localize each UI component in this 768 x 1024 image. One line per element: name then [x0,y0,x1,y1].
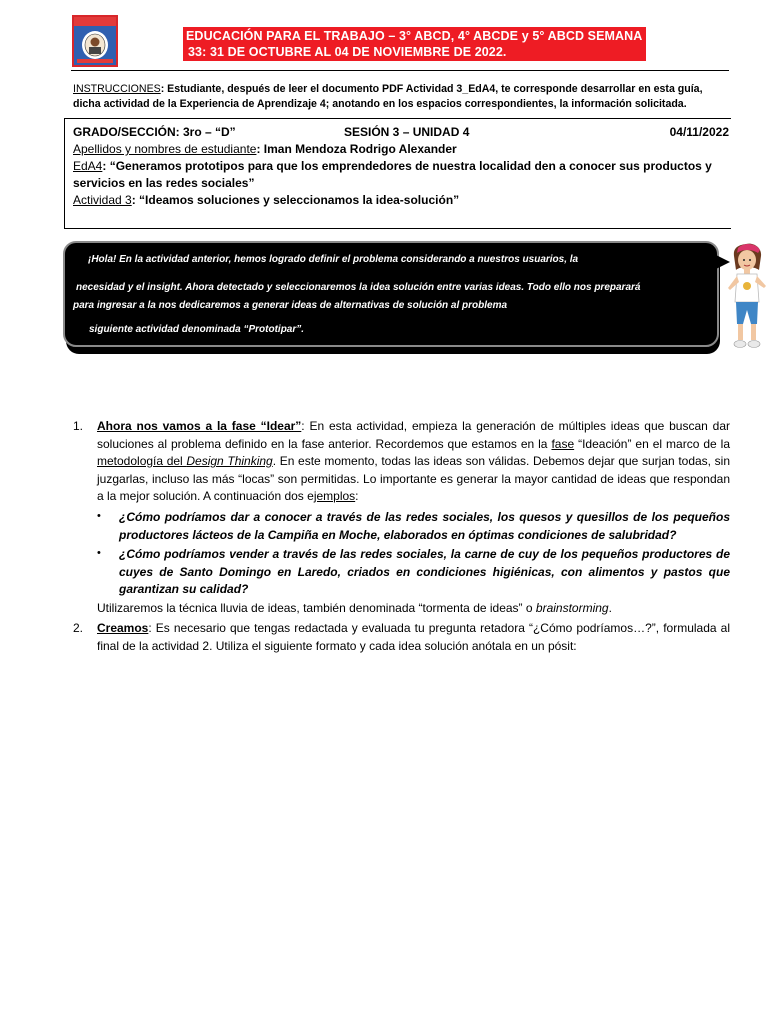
bubble-line-2: necesidad y el insight. Ahora detectado y seleccionaremos la idea solución entre varias ideas. Todo ello nos preparará [76,282,641,293]
item-1-ejemplos: jemplos [313,489,356,503]
eda-text: : “Generamos prototipos para que los emprendedores de nuestra localidad den a conocer sus productos y servicios en las redes sociales” [73,159,712,190]
student-label: Apellidos y nombres de estudiante [73,142,257,156]
item-1-metodologia-text: metodología del [97,454,187,468]
item-1-text-b: “Ideación” en el marco de la [574,436,730,451]
item-1-number: 1. [73,419,84,433]
girl-character-icon [724,240,768,352]
item-2-heading: Creamos [97,621,149,635]
student-row [73,141,729,158]
eda-label: EdA4 [73,159,103,173]
item-1-text-a: : En esta actividad, empieza la generación de múltiples ideas que buscan dar soluciones al problema definido en la fase anterior. Recordemos que estamos en la [97,419,730,451]
bubble-line-4: siguiente actividad denominada “Prototipar”. [89,324,305,335]
item-1-text-d: : [355,489,359,503]
bubble-line-3: para ingresar a la nos dedicaremos a generar ideas de alternativas de solución al problema [73,300,508,311]
item-2-paragraph [97,620,730,655]
example-bullet-2: ¿Cómo podríamos vender a través de las redes sociales, la carne de cuy de los pequeños productores de cuyes de Santo Domingo en Laredo, criados en condiciones higiénicas, con alimentos y pastos que garantizan su calidad? [119,547,730,596]
item-1-fase: fase [551,436,575,451]
document-title [183,27,646,61]
instructions-label: INSTRUCCIONES [73,83,161,95]
brainstorming-note [97,600,730,618]
student-name: : Iman Mendoza Rodrigo Alexander [256,142,457,156]
item-1-paragraph [97,418,730,506]
brainstorming-term: brainstorming [535,601,609,615]
instructions-line-1: : Estudiante, después de leer el documento PDF Actividad 3_EdA4, te corresponde desarrollar en esta guía, [160,83,703,95]
item-1-text-c: . En este momento, todas las ideas son válidas. Debemos dejar que surjan todas, sin juzgarlas, incluso las más “locas” son permitidas. Lo importante es generar la mayor cantidad de ideas que respondan a la mejor solución. A continuación dos e [97,454,730,503]
item-2-text: : Es necesario que tengas redactada y evaluada tu pregunta retadora “¿Cómo podríamos…?”, formulada al final de la actividad 2. Utiliza el siguiente formato y cada idea solución anótala en un pósit: [97,621,730,653]
session-unit: SESIÓN 3 – UNIDAD 4 [344,125,470,139]
instructions [73,82,733,112]
session-date: 04/11/2022 [669,125,729,139]
item-1-heading: Ahora nos vamos a la fase “Idear” [97,419,302,433]
eda-row [73,158,733,192]
grade-session-row [73,124,729,141]
title-line-2: 33: 31 DE OCTUBRE AL 04 DE NOVIEMBRE DE 2022. [188,45,507,59]
activity-label: Actividad 3 [73,193,132,207]
brainstorming-end: . [608,601,612,615]
bubble-line-1: ¡Hola! En la actividad anterior, hemos logrado definir el problema considerando a nuestros usuarios, la [88,254,579,265]
header-divider [71,70,729,71]
item-2-number: 2. [73,621,84,635]
title-line-1: EDUCACIÓN PARA EL TRABAJO – 3° ABCD, 4° ABCDE y 5° ABCD SEMANA [186,29,643,43]
activity-text: : “Ideamos soluciones y seleccionamos la idea-solución” [131,193,460,207]
brainstorming-text: Utilizaremos la técnica lluvia de ideas, también denominada “tormenta de ideas” o [97,601,536,615]
instructions-line-2: dicha actividad de la Experiencia de Aprendizaje 4; anotando en los espacios correspondientes, la información solicitada. [73,98,687,110]
grade-section: GRADO/SECCIÓN: 3ro – “D” [73,125,236,139]
activity-row [73,192,729,209]
item-1-metodologia [97,454,273,468]
school-logo-icon [72,15,118,67]
example-bullet-1: ¿Cómo podríamos dar a conocer a través de las redes sociales, los quesos y quesillos de los pequeños productores lácteos de la Campiña en Moche, elaborados en óptimas condiciones de salubridad? [119,510,730,542]
bullet-dot-icon: • [97,510,101,522]
bullet-dot-icon: • [97,547,101,559]
item-1-design-thinking: Design Thinking [186,454,273,468]
